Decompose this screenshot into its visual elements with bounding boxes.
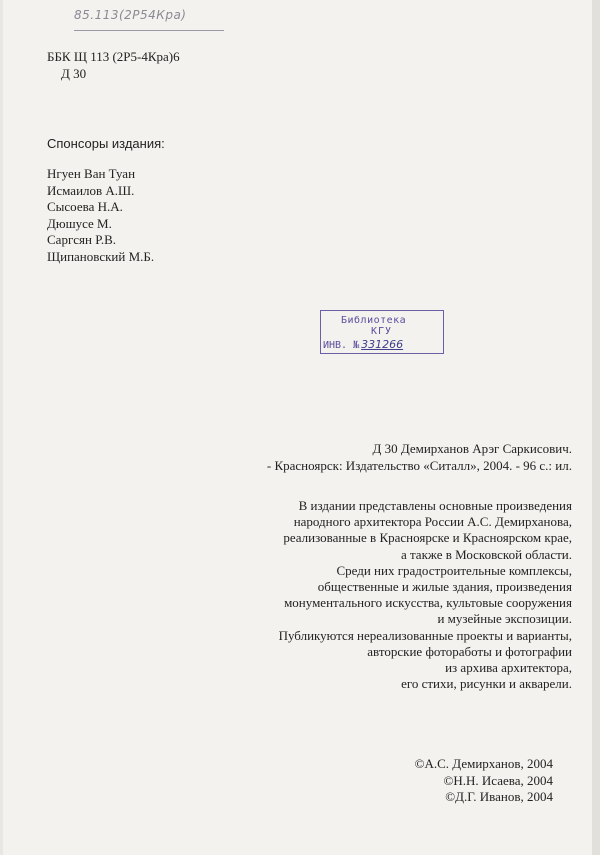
sponsor-name: Сысоева Н.А. [47, 199, 123, 214]
abstract-line: авторские фотоработы и фотографии [367, 643, 572, 659]
sponsor-name: Исмаилов А.Ш. [47, 182, 135, 198]
stamp-inventory-number: 331266 [361, 338, 404, 351]
handwritten-note-text: 85.113(2Р54Кра) [74, 8, 187, 22]
biblio-publisher-line: - Красноярск: Издательство «Ситалл», 2004. - 96 с.: ил. [266, 458, 572, 473]
abstract-line: реализованные в Красноярске и Красноярском крае, [283, 530, 572, 546]
sponsor-name: Дюшусе М. [47, 215, 112, 231]
sponsor-name: Саргсян Р.В. [47, 232, 117, 247]
copyright-line: ©Н.Н. Исаева, 2004 [443, 772, 553, 788]
stamp-inventory-prefix: ИНВ. № [323, 340, 360, 351]
abstract [279, 498, 572, 692]
page-right-edge [592, 0, 600, 855]
stamp-inventory-line [323, 338, 403, 351]
sponsors-list [47, 166, 154, 265]
abstract-line: а также в Московской области. [400, 546, 572, 562]
copyright-line: ©Д.Г. Иванов, 2004 [445, 789, 553, 804]
sponsors-title: Спонсоры издания: [47, 136, 165, 151]
sponsor-name: Щипановский М.Б. [47, 248, 155, 264]
biblio-author-line: Д 30 Демирханов Арэг Саркисович. [372, 441, 572, 456]
abstract-line: и музейные экспозиции. [437, 611, 572, 627]
abstract-line: общественные и жилые здания, произведения [317, 579, 572, 595]
abstract-line: из архива архитектора, [445, 660, 572, 676]
page-left-edge [0, 0, 3, 855]
abstract-line: его стихи, рисунки и акварели. [401, 676, 572, 692]
bibliographic-record [267, 440, 572, 474]
library-stamp [320, 310, 444, 354]
handwritten-catalog-note [74, 8, 186, 22]
abstract-line: Публикуются нереализованные проекты и варианты, [278, 627, 572, 643]
handwritten-underline [74, 30, 224, 31]
copyright-line: ©А.С. Демирханов, 2004 [414, 756, 553, 771]
abstract-line: народного архитектора России А.С. Демирханова, [293, 514, 572, 530]
stamp-university-label: КГУ [371, 326, 393, 337]
copyright-block [415, 756, 553, 806]
abstract-line: Среди них градостроительные комплексы, [336, 562, 572, 578]
abstract-line: В издании представлены основные произведения [298, 498, 572, 513]
sponsor-name: Нгуен Ван Туан [47, 166, 136, 181]
abstract-line: монументального искусства, культовые сооружения [284, 595, 572, 611]
classification-block [47, 48, 180, 82]
author-mark: Д 30 [61, 66, 87, 81]
bbk-code: ББК Щ 113 (2Р5-4Кра)6 [47, 49, 180, 64]
stamp-library-label: Библиотека [341, 315, 407, 326]
